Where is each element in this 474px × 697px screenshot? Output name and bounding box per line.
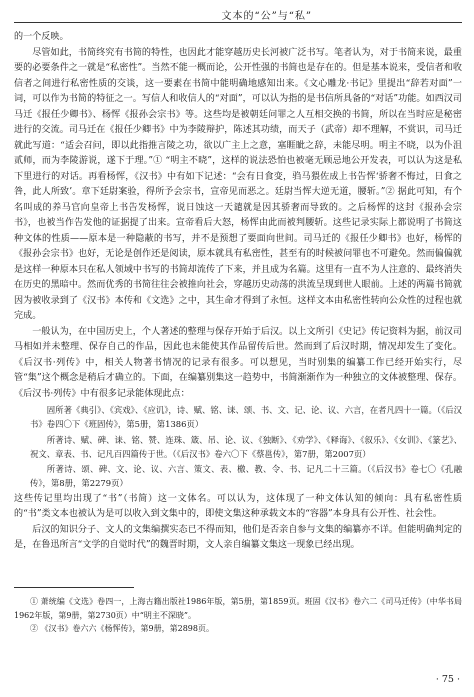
running-title: 文本的“公”与“私” — [221, 11, 312, 22]
paragraph-letters-privacy: 尽管如此，书简终究有书简的特性，也因此才能穿越历史长河被广泛书写。笔者认为，对于书简来说，最重要的必要条件之一就是“私密性”。当然不能一概而论，公开性强的书简也是存在的。但是基本说来，受信者和收信者之间进行私密性质的交谈，这一要素在书简中能明确地感知出来。《文心雕龙·书记》里提出“辞若对面”一词，可以作为书简的特征之一。写信人和收信人的“对面”，可以认为指的是书信所具备的“对话”功能。如西汉司马迁《报任少卿书》、杨恽《报孙会宗书》等。这些均是被朝廷问罪之人互相交换的书简，所以在当时应是秘密进行的交流。司马迁在《报任少卿书》中为李陵辩护，陈述其功绩，而天子（武帝）却不理解，不赏识，司马迁就此写道：“适会召问，即以此指推言陵之功，欲以广主上之意，塞睚眦之辞，未能尽明。明主不晓，以为仆沮贰师，而为李陵游说，遂下于理。”① “明主不晓”，这样的说法恐怕也被毫无顾忌地公开发表，可以认为这是私下里进行的对话。再看杨恽，《汉书》中有如下记述：“会有日食变，驺马猥佐成上书告恽‘骄奢不悔过，日食之咎，此人所致’。章下廷尉案验，得所予会宗书，宣帝见而恶之。廷尉当恽大逆无道，腰斩。”② 据此可知，有个名叫成的养马官向皇帝上书告发杨恽，说日蚀这一天谴就是因其骄奢而导致的。之后杨恽的这封《报孙会宗书》，也被当作告发他的证据提了出来。宣帝看后大怒，杨恽由此而被判腰斩。这些记录实际上都说明了书简这种文体的性质——原本是一种隐蔽的书写，并不是预想了要面向世间。司马迁的《报任少卿书》也好，杨恽的《报孙会宗书》也好，无论是创作还是阅读，原本就具有私密性，甚至有的时候被问罪也不可避免。然而偏偏就是这样一种原本只在私人领域中书写的书简却流传了下来，并且成为名篇。这里有一直不为人注意的、最终消失在历史的黑暗中。然而优秀的书简往往会被推向社会，穿越历史动荡的洪流呈现到世人眼前。上述的两篇书简就因为被收录到了《汉书》本传和《文选》之中，其生命才得到了永恒。这样文本由私密性转向公众性的过程也就完成。 — [14, 47, 462, 321]
main-text — [14, 30, 462, 554]
paragraph-genre-awareness: 这些传记里均出现了“书”（书简）这一文体名。可以认为，这体现了一种文体认知的倾向：具有私密性质的“书”类文本也被认为是可以收入到文集中的，即使文集这种承载文本的“容器”本身具有公开性、社会性。 — [14, 493, 462, 520]
paragraph-continuation: 的一个反映。 — [14, 32, 69, 42]
paragraph-later-han-collections: 一般认为，在中国历史上，个人著述的整理与保存开始于后汉。以上文所引《史记》传记资料为据，前汉司马相如并未整理、保存自己的作品，因此也未能使其作品留传后世。然而到了后汉时期，情况却发生了变化。《后汉书·列传》中，相关人物著书情况的记录有很多。可以想见，当时别集的编纂工作已经开始实行，尽管“集”这个概念是稍后才确立的。下面，在编纂别集这一趋势中，书简渐渐作为一种独立的文体被整理、保存。《后汉书·列传》中有很多记录能体现此点： — [14, 326, 462, 399]
footnote-2: ② 《汉书》卷六六《杨恽传》，第9册，第2898页。 — [30, 624, 214, 633]
footnote-divider — [14, 587, 134, 588]
footnotes — [14, 595, 462, 636]
quotation-cai-yong: 所著诗、赋、碑、诔、铭、赞、连珠、箴、吊、论、议、《独断》、《劝学》、《释诲》、《叙乐》、《女训》、《篆艺》、祝文、章表、书、记凡百四篇传于世。（《后汉书》卷六〇下《蔡邕传》，第7册，第2007页） — [30, 434, 462, 459]
footnote-1: ① 萧统编《文选》卷四一，上海古籍出版社1986年版，第5册，第1859页。班固《汉书》卷六二《司马迁传》（中华书局1962年版，第9册，第2730页）中“明主不深晓”。 — [14, 597, 462, 620]
paragraph-wei-jin: 后汉的知识分子、文人的文集编撰实态已不得而知，他们是否亲自参与文集的编纂亦不详。但能明确判定的是，在鲁迅所言“文学的自觉时代”的魏晋时期，文人亲自编纂文集这一现象已经出现。 — [14, 524, 462, 551]
page-number: · 75 · — [435, 674, 460, 685]
quotation-ban-gu: 固所著《典引》、《宾戏》、《应讥》，诗、赋、铭、诔、颂、书、文、记、论、议、六言，在者凡四十一篇。（《后汉书》卷四〇下《班固传》，第5册，第1386页） — [30, 405, 462, 430]
running-header — [14, 6, 462, 23]
quotation-kong-rong: 所著诗、颂、碑、文、论、议、六言、策文、表、檄、教、令、书、记凡二十三篇。（《后汉书》卷七〇《孔融传》，第8册，第2279页） — [30, 464, 462, 489]
